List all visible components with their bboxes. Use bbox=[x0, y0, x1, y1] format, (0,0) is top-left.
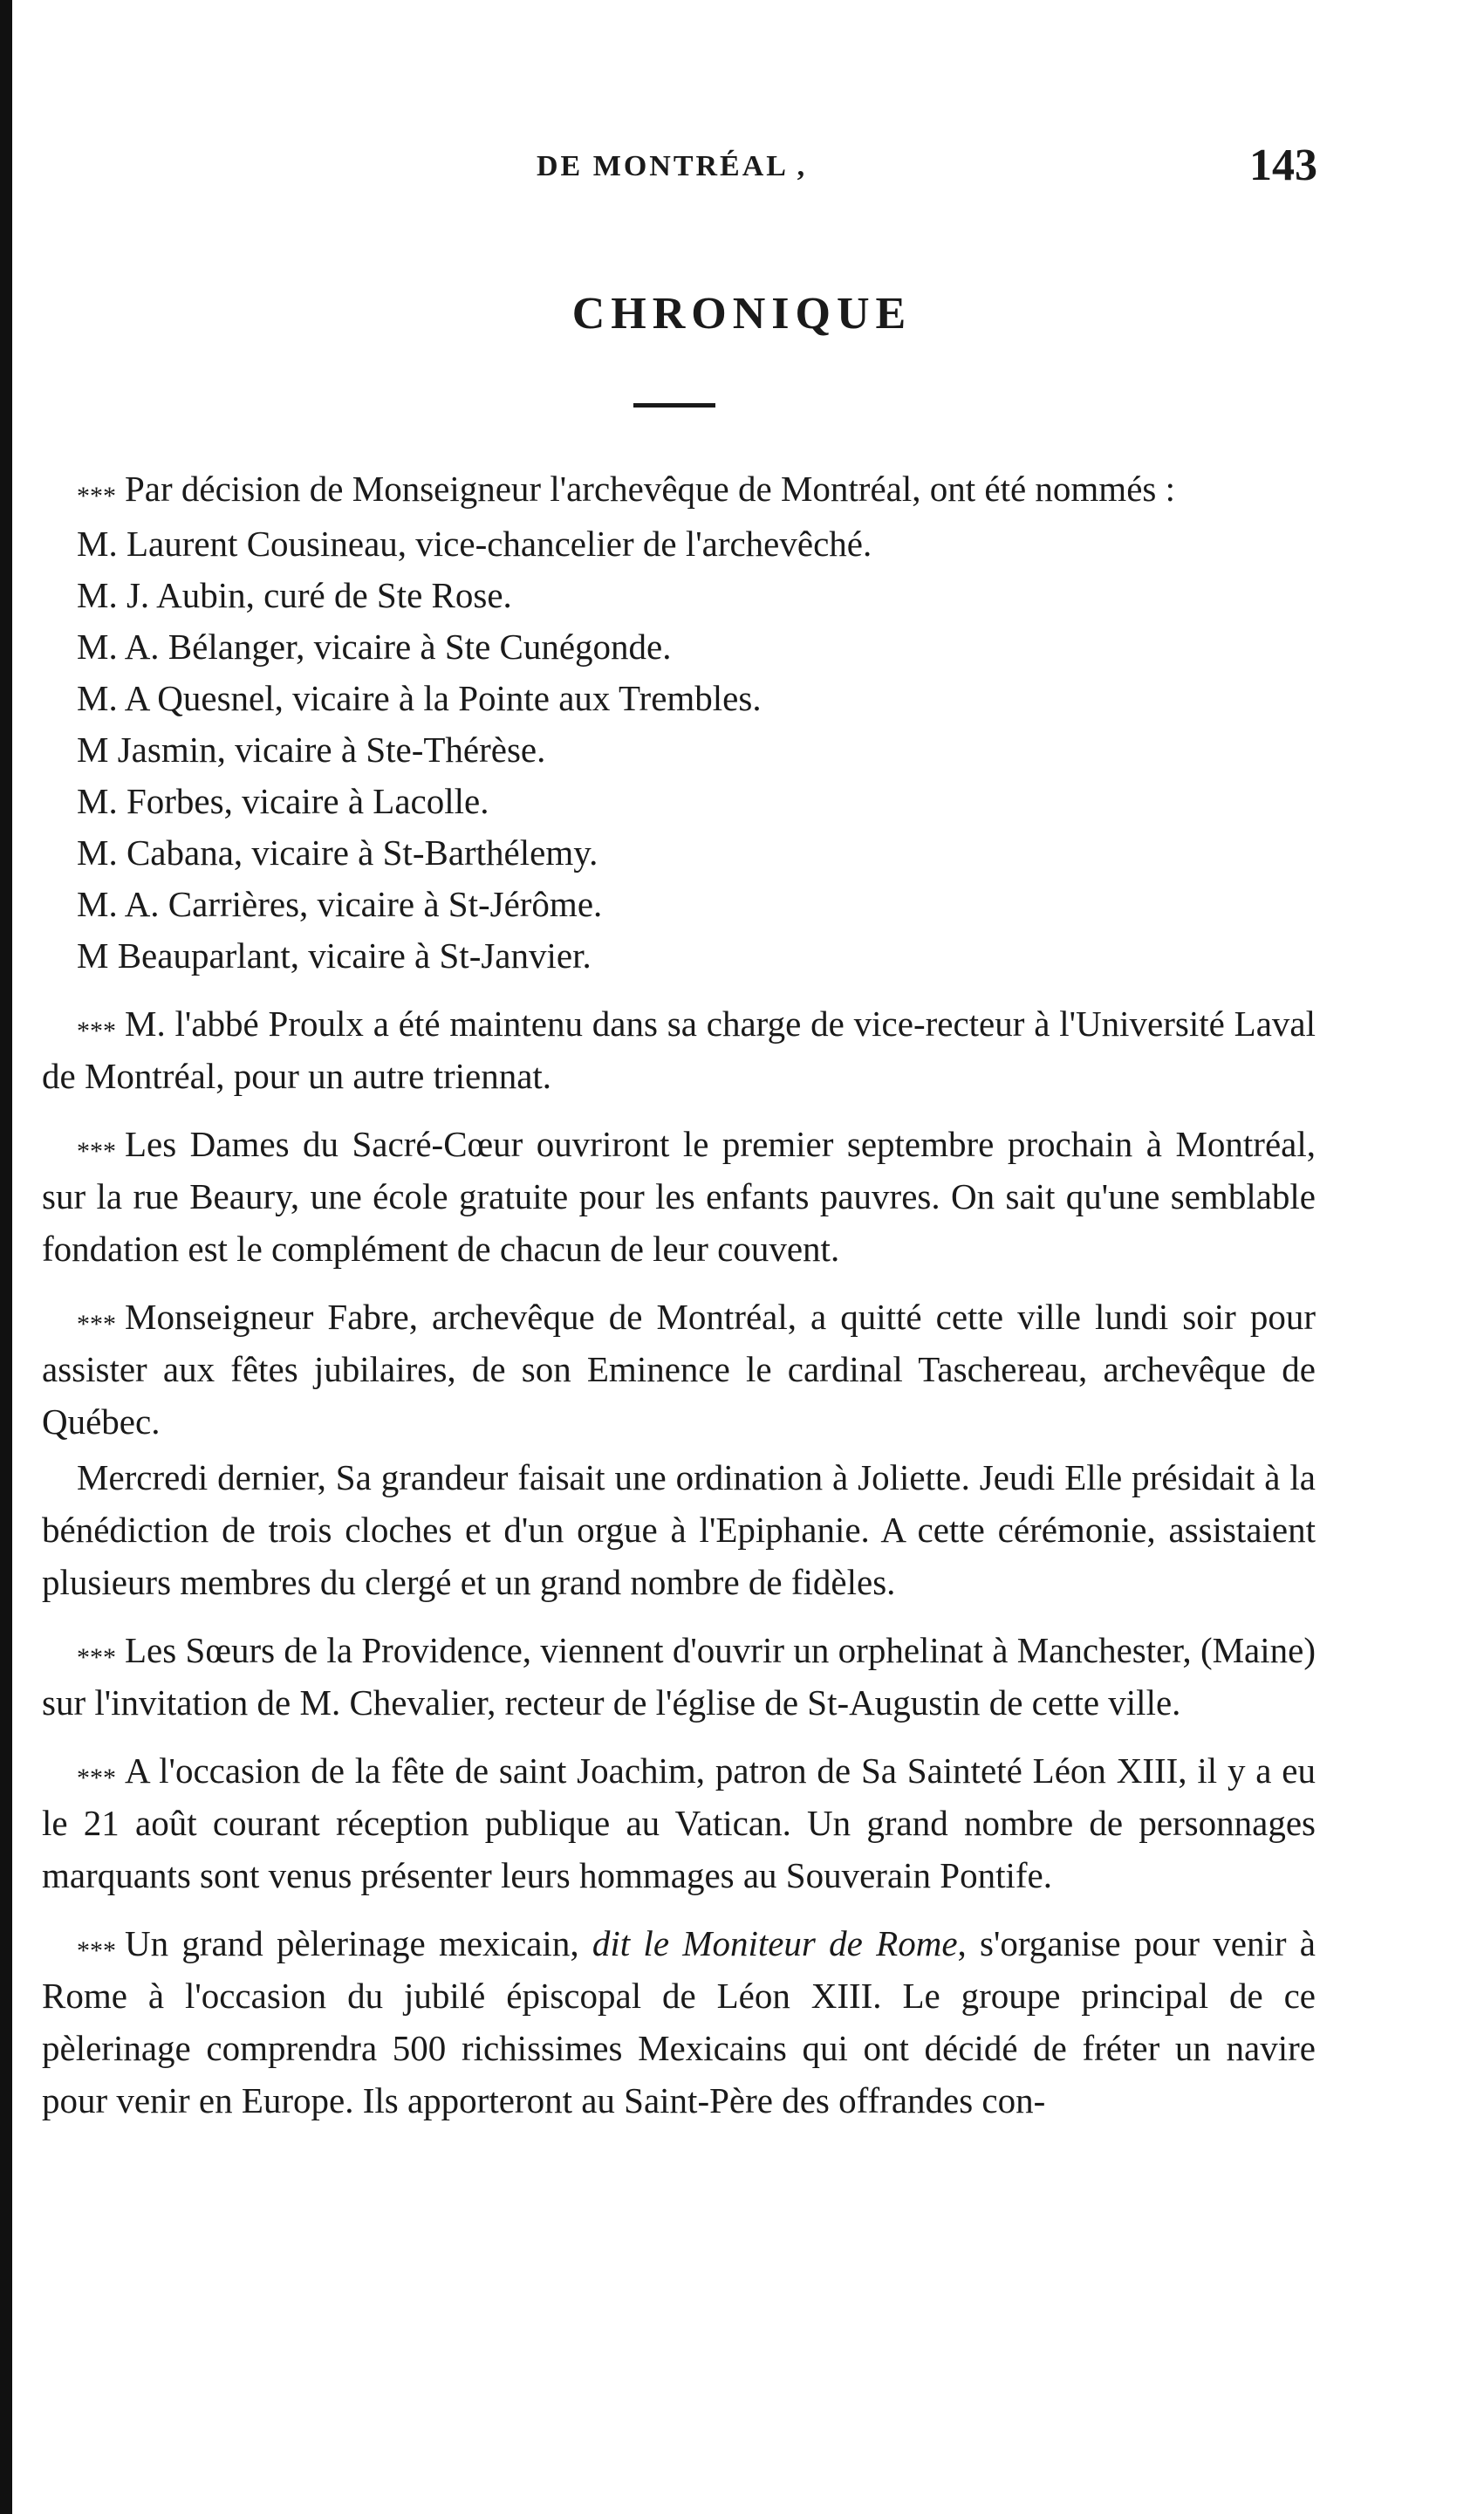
paragraph-text: Par décision de Monseigneur l'archevêque de Montréal, ont été nommés : bbox=[125, 469, 1175, 509]
asterism-marker: *** bbox=[77, 1310, 116, 1339]
list-item: M Jasmin, vicaire à Ste-Thérèse. bbox=[77, 730, 546, 770]
paragraph-text: A l'occasion de la fête de saint Joachim, patron de Sa Sainteté Léon XIII, il y a eu le 21 août courant réception publique au Vatican. Un grand nombre de personnages marquants sont venus présenter leurs hommages au Souverain Pontife. bbox=[42, 1750, 1316, 1895]
body-text bbox=[42, 462, 1316, 2142]
title-rule bbox=[633, 403, 715, 408]
asterism-marker: *** bbox=[77, 1017, 116, 1045]
asterism-marker: *** bbox=[77, 1936, 116, 1965]
list-item: M. J. Aubin, curé de Ste Rose. bbox=[77, 575, 512, 615]
paragraph-appointments-intro bbox=[42, 462, 1316, 515]
paragraph-sacre-coeur bbox=[42, 1118, 1316, 1275]
list-item: M. Laurent Cousineau, vice-chancelier de l'archevêché. bbox=[77, 524, 872, 564]
page-binding-edge bbox=[0, 0, 12, 2514]
asterism-marker: *** bbox=[77, 1137, 116, 1166]
list-item: M Beauparlant, vicaire à St-Janvier. bbox=[77, 935, 592, 976]
asterism-marker: *** bbox=[77, 482, 116, 510]
paragraph-text: Les Sœurs de la Providence, viennent d'ouvrir un orphelinat à Manchester, (Maine) sur l'invitation de M. Chevalier, recteur de l'église de St-Augustin de cette ville. bbox=[42, 1630, 1316, 1723]
list-item: M. Cabana, vicaire à St-Barthélemy. bbox=[77, 832, 598, 873]
list-item: M. A. Bélanger, vicaire à Ste Cunégonde. bbox=[77, 627, 672, 667]
asterism-marker: *** bbox=[77, 1643, 116, 1672]
paragraph-pelerinage bbox=[42, 1917, 1316, 2127]
paragraph-fabre bbox=[42, 1291, 1316, 1448]
page-number: 143 bbox=[1249, 140, 1317, 190]
running-header bbox=[0, 140, 1484, 192]
paragraph-text-after: , s'organise pour venir à Rome à l'occasion du jubilé épiscopal de Léon XIII. Le groupe principal de ce pèlerinage comprendra 500 richissimes Mexicains qui ont décidé de fréter un navire pour venir en Europe. Ils apporteront au Saint-Père des offrandes con- bbox=[42, 1923, 1316, 2120]
paragraph-joliette: Mercredi dernier, Sa grandeur faisait une ordination à Joliette. Jeudi Elle présidait à la bénédiction de trois cloches et d'un orgue à l'Epiphanie. A cette cérémonie, assistaient plusieurs membres du clergé et un grand nombre de fidèles. bbox=[42, 1457, 1316, 1602]
list-item: M. A. Carrières, vicaire à St-Jérôme. bbox=[77, 884, 603, 924]
paragraph-proulx bbox=[42, 997, 1316, 1102]
paragraph-text: Monseigneur Fabre, archevêque de Montréal, a quitté cette ville lundi soir pour assister aux fêtes jubilaires, de son Eminence le cardinal Taschereau, archevêque de Québec. bbox=[42, 1297, 1316, 1442]
asterism-marker: *** bbox=[77, 1764, 116, 1792]
paragraph-text: Les Dames du Sacré-Cœur ouvriront le premier septembre prochain à Montréal, sur la rue Beaury, une école gratuite pour les enfants pauvres. On sait qu'une semblable fondation est le complément de chacun de leur couvent. bbox=[42, 1124, 1316, 1269]
list-item: M. Forbes, vicaire à Lacolle. bbox=[77, 781, 489, 821]
list-item: M. A Quesnel, vicaire à la Pointe aux Trembles. bbox=[77, 678, 762, 718]
section-title: CHRONIQUE bbox=[571, 289, 913, 339]
paragraph-saint-joachim bbox=[42, 1744, 1316, 1901]
appointments-list bbox=[42, 518, 1316, 982]
paragraph-text: M. l'abbé Proulx a été maintenu dans sa charge de vice-recteur à l'Université Laval de Montréal, pour un autre triennat. bbox=[42, 1004, 1316, 1096]
running-title: DE MONTRÉAL , bbox=[537, 150, 808, 182]
paragraph-italic-source: dit le Moniteur de Rome bbox=[592, 1923, 958, 1963]
paragraph-text-before: Un grand pèlerinage mexicain, bbox=[125, 1923, 592, 1963]
paragraph-providence bbox=[42, 1624, 1316, 1729]
